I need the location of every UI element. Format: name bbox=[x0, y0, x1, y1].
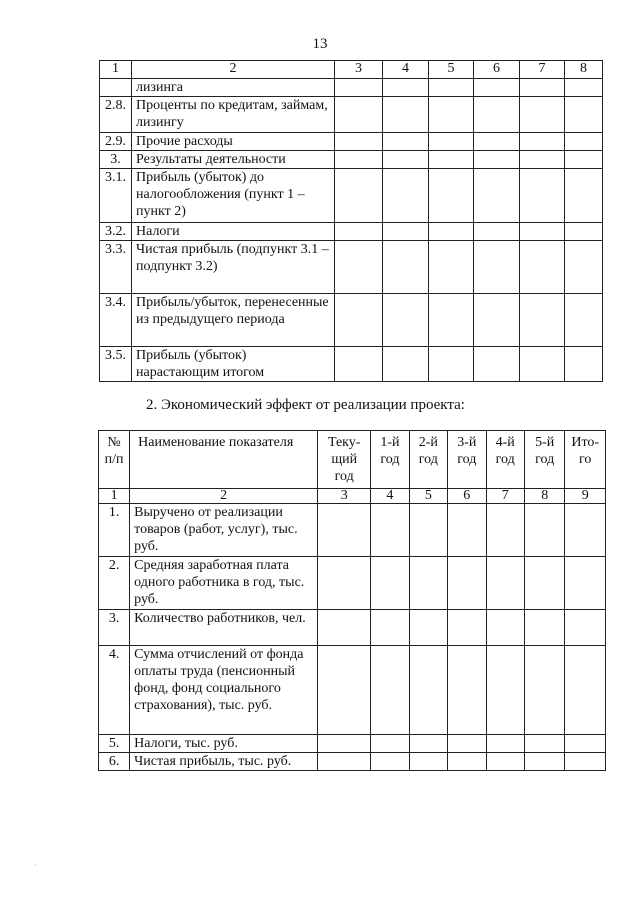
table-row bbox=[100, 79, 603, 97]
row-number: 1. bbox=[99, 504, 130, 557]
row-label: Чистая прибыль, тыс. руб. bbox=[130, 753, 318, 771]
table2-header-cell: Ито-го bbox=[565, 431, 606, 489]
table-row bbox=[99, 646, 606, 735]
row-label: лизинга bbox=[132, 79, 335, 97]
table2-index-cell: 6 bbox=[448, 489, 486, 504]
table-row bbox=[99, 753, 606, 771]
table2-index-cell: 9 bbox=[565, 489, 606, 504]
table2-index-cell: 8 bbox=[524, 489, 565, 504]
row-number: 3.5. bbox=[100, 347, 132, 382]
table2-header-cell: Наименование показателя bbox=[130, 431, 318, 489]
table-row bbox=[100, 294, 603, 347]
table2-header-cell: 5-й год bbox=[524, 431, 565, 489]
row-label: Результаты деятельности bbox=[132, 151, 335, 169]
row-number: 3. bbox=[100, 151, 132, 169]
row-label: Чистая прибыль (подпункт 3.1 – подпункт 3.2) bbox=[132, 241, 335, 294]
table2-header-cell: Теку-щий год bbox=[318, 431, 371, 489]
table2-header-cell: 1-й год bbox=[371, 431, 409, 489]
section-title: 2. Экономический эффект от реализации проекта: bbox=[146, 397, 465, 413]
table-row bbox=[100, 223, 603, 241]
row-number: 3.4. bbox=[100, 294, 132, 347]
row-number: 3.3. bbox=[100, 241, 132, 294]
page-number: 13 bbox=[312, 36, 328, 52]
table2-index-cell: 5 bbox=[409, 489, 447, 504]
row-label: Проценты по кредитам, займам, лизингу bbox=[132, 97, 335, 133]
table-row bbox=[100, 347, 603, 382]
row-label: Налоги bbox=[132, 223, 335, 241]
row-label: Прибыль (убыток) до налогообложения (пункт 1 – пункт 2) bbox=[132, 169, 335, 223]
row-number: 3. bbox=[99, 610, 130, 646]
row-label: Количество работников, чел. bbox=[130, 610, 318, 646]
row-number: 5. bbox=[99, 735, 130, 753]
row-number: 3.2. bbox=[100, 223, 132, 241]
row-label: Прибыль/убыток, перенесенные из предыдущего периода bbox=[132, 294, 335, 347]
row-number: 6. bbox=[99, 753, 130, 771]
margin-mark: · bbox=[34, 861, 37, 870]
table2-index-cell: 1 bbox=[99, 489, 130, 504]
row-label: Прибыль (убыток) нарастающим итогом bbox=[132, 347, 335, 382]
table1-header-cell: 4 bbox=[383, 61, 429, 79]
table2-header-cell: 2-й год bbox=[409, 431, 447, 489]
table2-index-cell: 3 bbox=[318, 489, 371, 504]
table2-index-row bbox=[99, 489, 606, 504]
table2-header-row bbox=[99, 431, 606, 489]
row-number: 3.1. bbox=[100, 169, 132, 223]
table-row bbox=[99, 557, 606, 610]
table-row bbox=[99, 504, 606, 557]
table1-header-cell: 7 bbox=[520, 61, 565, 79]
table-row bbox=[100, 169, 603, 223]
row-number: 2.8. bbox=[100, 97, 132, 133]
row-number: 2. bbox=[99, 557, 130, 610]
row-number: 2.9. bbox=[100, 133, 132, 151]
row-number bbox=[100, 79, 132, 97]
table2-header-cell: 4-й год bbox=[486, 431, 524, 489]
table1-header-cell: 1 bbox=[100, 61, 132, 79]
financial-results-table bbox=[99, 60, 603, 382]
table-row bbox=[100, 151, 603, 169]
table-row bbox=[100, 241, 603, 294]
table1-header-row bbox=[100, 61, 603, 79]
table-row bbox=[99, 610, 606, 646]
table1-header-cell: 5 bbox=[429, 61, 474, 79]
row-label: Средняя заработная плата одного работника в год, тыс. руб. bbox=[130, 557, 318, 610]
table-row bbox=[100, 97, 603, 133]
economic-effect-table bbox=[98, 430, 606, 771]
table1-header-cell: 2 bbox=[132, 61, 335, 79]
table2-index-cell: 4 bbox=[371, 489, 409, 504]
row-label: Прочие расходы bbox=[132, 133, 335, 151]
table2-header-cell: № п/п bbox=[99, 431, 130, 489]
table1-header-cell: 3 bbox=[335, 61, 383, 79]
row-label: Сумма отчислений от фонда оплаты труда (пенсионный фонд, фонд социального страхования), тыс. руб. bbox=[130, 646, 318, 735]
row-label: Выручено от реализации товаров (работ, услуг), тыс. руб. bbox=[130, 504, 318, 557]
table2-index-cell: 7 bbox=[486, 489, 524, 504]
table-row bbox=[99, 735, 606, 753]
row-number: 4. bbox=[99, 646, 130, 735]
table1-header-cell: 8 bbox=[565, 61, 603, 79]
row-label: Налоги, тыс. руб. bbox=[130, 735, 318, 753]
table-row bbox=[100, 133, 603, 151]
table2-header-cell: 3-й год bbox=[448, 431, 486, 489]
table1-header-cell: 6 bbox=[474, 61, 520, 79]
table2-index-cell: 2 bbox=[130, 489, 318, 504]
